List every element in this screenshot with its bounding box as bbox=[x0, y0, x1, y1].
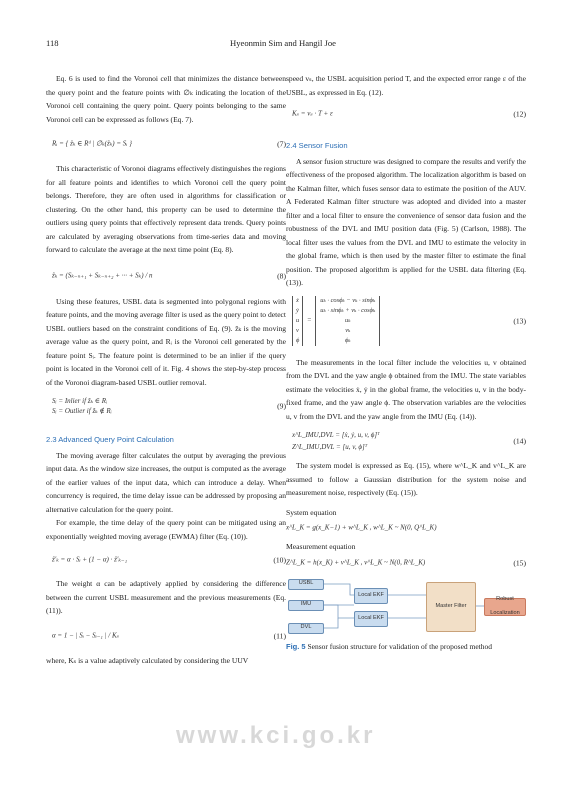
local-ekf-bottom-box: Local EKF bbox=[354, 611, 388, 627]
model-vector bbox=[315, 296, 380, 346]
equation-body: x^L_K = g(x_K−1) + w^L_K , w^L_K ~ N(0, Q^L_K) bbox=[286, 522, 437, 531]
figure-caption bbox=[286, 640, 526, 654]
matrix-entry: ϕ bbox=[296, 336, 300, 344]
usbl-box: USBL bbox=[288, 579, 324, 590]
equation-number: (15) bbox=[513, 557, 526, 567]
equation-8 bbox=[46, 257, 286, 295]
running-header-authors: Hyeonmin Sim and Hangil Joe bbox=[230, 38, 336, 48]
equation-number: (12) bbox=[513, 109, 526, 119]
equation-body: Rᵢ = { ẑₖ ∈ Rᵈ | ∅ₖ(ẑₖ) = Sᵢ } bbox=[52, 139, 132, 148]
equation-line: x^L_IMU,DVL = [ẋ, ẏ, u, v, ϕ]ᵀ bbox=[292, 431, 380, 439]
equation-9 bbox=[46, 389, 286, 423]
equation-body: Z^L_K = h(x_K) + v^L_K , v^L_K ~ N(0, R^L_K) bbox=[286, 557, 426, 566]
equation-7 bbox=[46, 126, 286, 162]
figure-label: Fig. 5 bbox=[286, 641, 306, 651]
page-number: 118 bbox=[46, 38, 59, 48]
equation-13 bbox=[286, 290, 526, 352]
matrix-entry: ẋ bbox=[296, 296, 299, 304]
paragraph: The measurements in the local filter include the velocities u, v obtained from the DVL and the yaw angle ϕ obtained from the IMU. The state variables estimate the velocities ẋ, ẏ in the global frame, the velocities u, v in the body-fixed frame, and the yaw angle ϕ. The observation variables are the velocities u, v from the DVL and the yaw angle from the IMU (Eq. (14)). bbox=[286, 357, 526, 421]
equation-body: Kₛ = vₛ · T + ε bbox=[292, 109, 333, 118]
paragraph: where, Kₛ is a value adaptively calculated by considering the UUV bbox=[46, 655, 249, 665]
system-equation-label: System equation bbox=[286, 507, 337, 517]
matrix-entry: uₖ · cosϕₖ − vₖ · sinϕₖ bbox=[320, 296, 376, 304]
measurement-equation-label: Measurement equation bbox=[286, 542, 356, 551]
local-ekf-top-box: Local EKF bbox=[354, 588, 388, 604]
paragraph: For example, the time delay of the query point can be mitigated using an exponentially weighted moving average (EWMA) filter (Eq. (10)). bbox=[46, 518, 286, 541]
measurement-equation bbox=[286, 556, 526, 570]
matrix-entry: ẏ bbox=[296, 306, 299, 314]
equation-number: (8) bbox=[277, 270, 286, 280]
equation-number: (14) bbox=[513, 436, 526, 446]
equation-number: (9) bbox=[277, 401, 286, 411]
master-filter-box: Master Filter bbox=[426, 582, 476, 632]
equation-body: ẑₖ = (Sₖ₋ₙ₊₁ + Sₖ₋ₙ₊₂ + ··· + Sₖ) / n bbox=[52, 270, 153, 279]
paragraph: This characteristic of Voronoi diagrams effectively distinguishes the regions for all feature points and identifies to which Voronoi cell the query point belongs. Therefore, they are often used in algorithms for classification or clustering. On the other hand, this property can be used to determine the outliers using query points that effectively represent data trends. Query points are calculated by averaging observations from time-series data and moving forward to calculate the average at the next time point (Eq. 8). bbox=[46, 164, 286, 254]
matrix-entry: ϕₖ bbox=[344, 336, 351, 344]
matrix-entry: u bbox=[296, 316, 300, 324]
paragraph: Using these features, USBL data is segmented into polygonal regions with feature points, and the moving average filter is used as the query point to detect USBL outliers based on the constraint conditions of Eq. (9). ẑₖ is the moving average value as the query point, and Rᵢ is the Voronoi cell generated by the feature point Sᵢ. The feature point is determined to be an inlier if the query point is located in the Voronoi cell of it. Fig. 4 shows the step-by-step process of the Voronoi diagram-based USBL outlier removal. bbox=[46, 296, 286, 387]
paragraph: The system model is expressed as Eq. (15), where w^L_K and v^L_K are assumed to follow a Gaussian distribution for the system noise and measurement noise, respectively (Eq. (15)). bbox=[286, 461, 526, 497]
equation-number: (10) bbox=[273, 555, 286, 565]
equation-body bbox=[292, 296, 380, 346]
robust-localization-box: Robust Localization bbox=[484, 598, 526, 616]
section-heading: 2.4 Sensor Fusion bbox=[286, 141, 348, 150]
paragraph: A sensor fusion structure was designed to compare the results and verify the effectiveness of the proposed algorithm. The localization algorithm is based on the Kalman filter, which fuses sensor data to estimate the position of the AUV. A Federated Kalman filter structure was adopted and divided into a master filter and a local filter to ensure the convenience of sensor data fusion and the robustness of the DVL and IMU position data (Fig. 5) (Carlson, 1988). The local filter uses the values from the DVL and IMU to estimate the velocity in the global frame, which is then used by the master filter to estimate the final position. The proposed algorithm is applied for the USBL data filtering (Eq. (13)). bbox=[286, 156, 526, 287]
equation-number: (7) bbox=[277, 139, 286, 149]
system-equation bbox=[286, 521, 526, 534]
equation-12 bbox=[286, 99, 526, 129]
equation-number: (13) bbox=[513, 315, 526, 325]
equation-body bbox=[52, 396, 112, 416]
equation-11 bbox=[46, 618, 286, 654]
dvl-box: DVL bbox=[288, 623, 324, 634]
equation-10 bbox=[46, 543, 286, 577]
equation-line: Sᵢ = Outlier if ẑₖ ∉ Rᵢ bbox=[52, 407, 112, 415]
equation-number: (11) bbox=[273, 630, 286, 640]
paragraph: The moving average filter calculates the output by averaging the previous input data. As the window size increases, the output is computed as the average of the earlier values of the input data, which can introduce a delay. When concurrency is required, the time delay issue can be addressed by proposing an alternative calculation for the query point. bbox=[46, 450, 286, 514]
matrix-entry: vₖ bbox=[345, 326, 351, 334]
equation-body: α = 1 − | Sᵢ − Sᵢ₋₁ | / Kₛ bbox=[52, 630, 120, 639]
equation-line: Z^L_IMU,DVL = [u, v, ϕ]ᵀ bbox=[292, 443, 368, 451]
equation-body bbox=[292, 429, 380, 453]
equation-line: Sᵢ = Inlier if ẑₖ ∈ Rᵢ bbox=[52, 397, 108, 405]
equation-body: ẑ′ₖ = α · Sᵢ + (1 − α) · ẑ′ₖ₋₁ bbox=[52, 555, 128, 564]
equation-14 bbox=[286, 423, 526, 459]
paragraph: The weight α can be adaptively applied by considering the difference between the current USBL measurement and the previous measurements (Eq. (11)). bbox=[46, 579, 286, 615]
paragraph: Eq. 6 is used to find the Voronoi cell that minimizes the distance between the query point and the feature points with ∅ₖ indicating the location of the Voronoi cell containing the query point. Query points belonging to the same Voronoi cell can be expressed as follows (Eq. 7). bbox=[46, 74, 286, 124]
paragraph: speed vₛ, the USBL acquisition period T, and the expected error range ε of the USBL, as expressed in Eq. (12). bbox=[286, 74, 526, 97]
matrix-entry: v bbox=[296, 326, 299, 334]
state-vector bbox=[292, 296, 303, 346]
right-column bbox=[286, 72, 526, 653]
sensor-fusion-diagram bbox=[286, 576, 526, 636]
watermark: www.kci.go.kr bbox=[176, 722, 376, 749]
imu-box: IMU bbox=[288, 600, 324, 611]
matrix-entry: uₖ bbox=[345, 316, 351, 324]
matrix-entry: uₖ · sinϕₖ + vₖ · cosϕₖ bbox=[320, 306, 376, 314]
caption-text: Sensor fusion structure for validation of the proposed method bbox=[305, 641, 493, 651]
left-column bbox=[46, 72, 286, 667]
section-heading: 2.3 Advanced Query Point Calculation bbox=[46, 435, 174, 444]
equals-sign: = bbox=[307, 315, 312, 324]
